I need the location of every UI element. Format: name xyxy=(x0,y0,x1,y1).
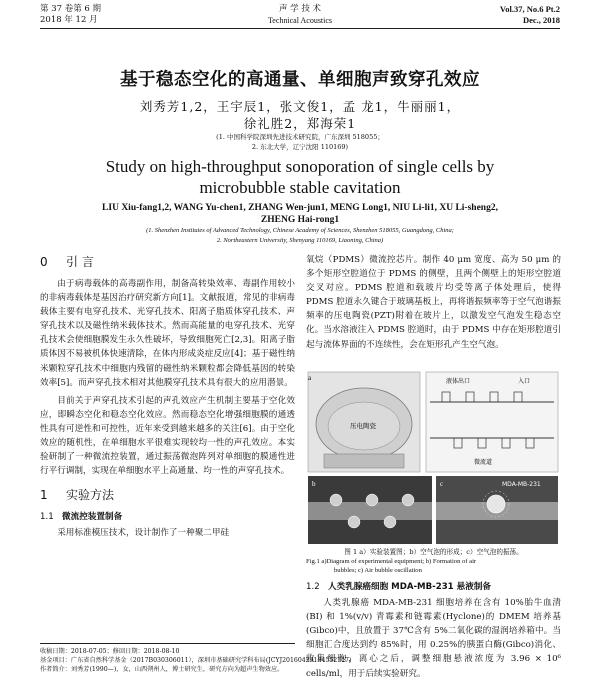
oscillating-bubble xyxy=(487,495,505,513)
figure-1-caption xyxy=(306,548,561,575)
figure-1 xyxy=(306,368,561,546)
panel-c-label: c xyxy=(440,480,444,488)
figure-1-graphic xyxy=(306,368,561,546)
footnote-fund: 基金项目：广东省自然科学基金（2017B030306011），深圳市基础研究学科布局(JCYJ20160429184552717) xyxy=(40,657,352,664)
section-methods-heading xyxy=(40,486,295,504)
caption-cn: 图 1 a）实验装置图；b）空气泡的形成；c）空气泡的振荡。 xyxy=(344,548,523,556)
methods-paragraph-1: 采用标准模压技术，设计制作了一种聚二甲硅 xyxy=(57,528,230,539)
subsection-title: 人类乳腺癌细胞 MDA-MB-231 悬液制备 xyxy=(328,582,492,592)
channel-label: 微流道 xyxy=(474,459,493,466)
journal-name-en: Technical Acoustics xyxy=(267,16,333,25)
issue-date-en: Dec., 2018 xyxy=(522,15,560,25)
journal-name-cn: 声 学 技 术 xyxy=(278,4,322,14)
outlet-label: 入口 xyxy=(518,378,531,385)
title-cn: 基于稳态空化的高通量、单细胞声致穿孔效应 xyxy=(120,70,480,90)
air-bubble xyxy=(366,494,378,506)
affiliations-cn xyxy=(60,132,540,152)
inlet-label: 液体出口 xyxy=(446,378,471,385)
air-bubble xyxy=(402,494,414,506)
affil-en-1: (1. Shenzhen Institutes of Advanced Technology, Chinese Academy of Sciences, Shenzhen 518055, Guangdong, China; xyxy=(146,227,454,234)
title-en-line2: microbubble stable cavitation xyxy=(199,178,401,197)
running-header xyxy=(40,4,560,29)
section-number: 1 xyxy=(40,488,48,503)
authors-cn xyxy=(60,98,540,132)
footnote-received: 收稿日期：2018-07-05；修回日期：2018-08-10 xyxy=(40,648,180,655)
section-title: 实验方法 xyxy=(66,488,115,503)
subsection-number: 1.1 xyxy=(40,512,54,523)
panel-b-label: b xyxy=(312,480,316,488)
cells-paragraph-1: 人类乳腺癌 MDA-MB-231 细胞培养在含有 10%胎牛血清(BI) 和 1%(v/v) 青霉素和链霉素(Hyclone)的 DMEM 培养基(Gibco)中，且放置于 37℃含有 5%二氧化碳的湿润培养箱中。当细胞汇合度达到约 85%时，用 0.25%的胰蛋白酶(Gibco)消化、收集细胞，离心之后，调整细胞悬液浓度为 3.96 × 10⁶ cells/ml，用于后续实验研究。 xyxy=(306,598,561,679)
right-column xyxy=(306,253,561,356)
cell-line-label: MDA-MB-231 xyxy=(502,481,541,488)
title-en xyxy=(40,156,560,198)
panel-a-label: a xyxy=(308,374,312,382)
caption-en-2: bubbles; c) Air bubble oscillation xyxy=(334,567,422,574)
channel-schematic-frame xyxy=(426,372,558,472)
authors-cn-line2: 徐礼胜2，郑海荣1 xyxy=(243,116,357,131)
subsection-1-2-heading xyxy=(306,580,561,594)
authors-cn-line1: 刘秀芳1,2，王宇辰1，张文俊1，孟 龙1，牛丽丽1， xyxy=(139,99,461,114)
affil-cn-2: 2. 东北大学，辽宁沈阳 110169) xyxy=(251,143,349,151)
intro-paragraph-2: 目前关于声穿孔技术引起的声孔效应产生机制主要基于空化效应，即瞬态空化和稳态空化效应。然而稳态空化增强细胞膜的通透性具有可逆性和可控性，近年来受到越来越多的关注[6]。由于空化效应的随机性，在单细胞水平很难实现较均一性的声孔效应。本实验研制了一种微流控装置，通过振荡微泡阵列对单细胞的膜通性进行平行调制，实现在单细胞水平上高通量、均一性的声穿孔技术。 xyxy=(40,395,295,477)
authors-en xyxy=(40,202,560,226)
subsection-title: 微流控装置制备 xyxy=(62,512,123,523)
section-title: 引 言 xyxy=(66,255,94,269)
pzt-label: 压电陶瓷 xyxy=(350,422,376,430)
issue-date: 2018 年 12 月 xyxy=(40,15,98,25)
title-en-line1: Study on high-throughput sonoporation of single cells by xyxy=(105,157,495,176)
affil-cn-1: (1. 中国科学院深圳先进技术研究院，广东深圳 518055； xyxy=(216,133,384,141)
intro-paragraph-1: 由于病毒载体的高毒副作用，制备高转染效率、毒副作用较小的非病毒载体是基因治疗研究新方向[1]。文献报道，常见的非病毒载体主要有电穿孔技术、光穿孔技术、阳离子脂质体穿孔技术、声穿孔技术以及磁性纳米载体技术。然而高能量的电穿孔技术、光穿孔技术会使细胞膜发生永久性破坏，导致细胞死亡[2,3]。阳离子脂质体因不易被机体快速清除，在体内形成炎症反应[4]；基于磁性纳米颗粒穿孔技术中细胞内残留的磁性纳米颗粒都会降低基因的转染效率[5]。而声穿孔技术相对其他膜穿孔技术具有很大的应用潜景。 xyxy=(40,279,295,388)
caption-en-1: Fig.1 a)Diagram of experimental equipment; b) Formation of air xyxy=(306,558,477,565)
footnote xyxy=(40,643,352,674)
air-bubble xyxy=(348,516,360,528)
authors-en-line1: LIU Xiu-fang1,2, WANG Yu-chen1, ZHANG Wen-jun1, MENG Long1, NIU Li-li1, XU Li-sheng2, xyxy=(102,203,498,213)
device-base xyxy=(324,454,404,468)
air-bubble xyxy=(330,494,342,506)
section-intro-heading xyxy=(40,253,295,271)
air-bubble xyxy=(384,516,396,528)
right-column-lower xyxy=(306,578,561,685)
affil-en-2: 2. Northeastern University, Shenyang 110169, Liaoning, China) xyxy=(216,236,384,244)
footnote-author: 作者简介：刘秀芳(1990—)，女，山西朔州人，博士研究生，研究方向为超声生物效应。 xyxy=(40,666,284,673)
methods-paragraph-continued: 氧烷（PDMS）微流控芯片。制作 40 μm 宽度、高为 50 μm 的多个矩形空腔道位于 PDMS 的侧壁，且两个侧壁上的矩形空腔道交叉对应。PDMS 腔道和载玻片均受等离子体处理后，使得 PDMS 腔道永久键合于玻璃基板上，再将谐振频率等于空气泡谐振频率的压电陶瓷(PZT)附着在玻片上，以激发空气泡发生稳态空化。当水溶液注入 PDMS 腔道时，由于 PDMS 中存在矩形腔道引起与流体界面的不连续性，会在矩形孔产生空气泡。 xyxy=(306,255,561,350)
section-number: 0 xyxy=(40,255,48,269)
left-column xyxy=(40,253,295,545)
authors-en-line2: ZHENG Hai-rong1 xyxy=(260,215,340,225)
volume-issue-en: Vol.37, No.6 Pt.2 xyxy=(499,4,560,14)
subsection-1-1-heading xyxy=(40,510,295,524)
subsection-number: 1.2 xyxy=(306,582,320,592)
affiliations-en xyxy=(40,226,560,245)
volume-issue: 第 37 卷第 6 期 xyxy=(40,4,102,14)
